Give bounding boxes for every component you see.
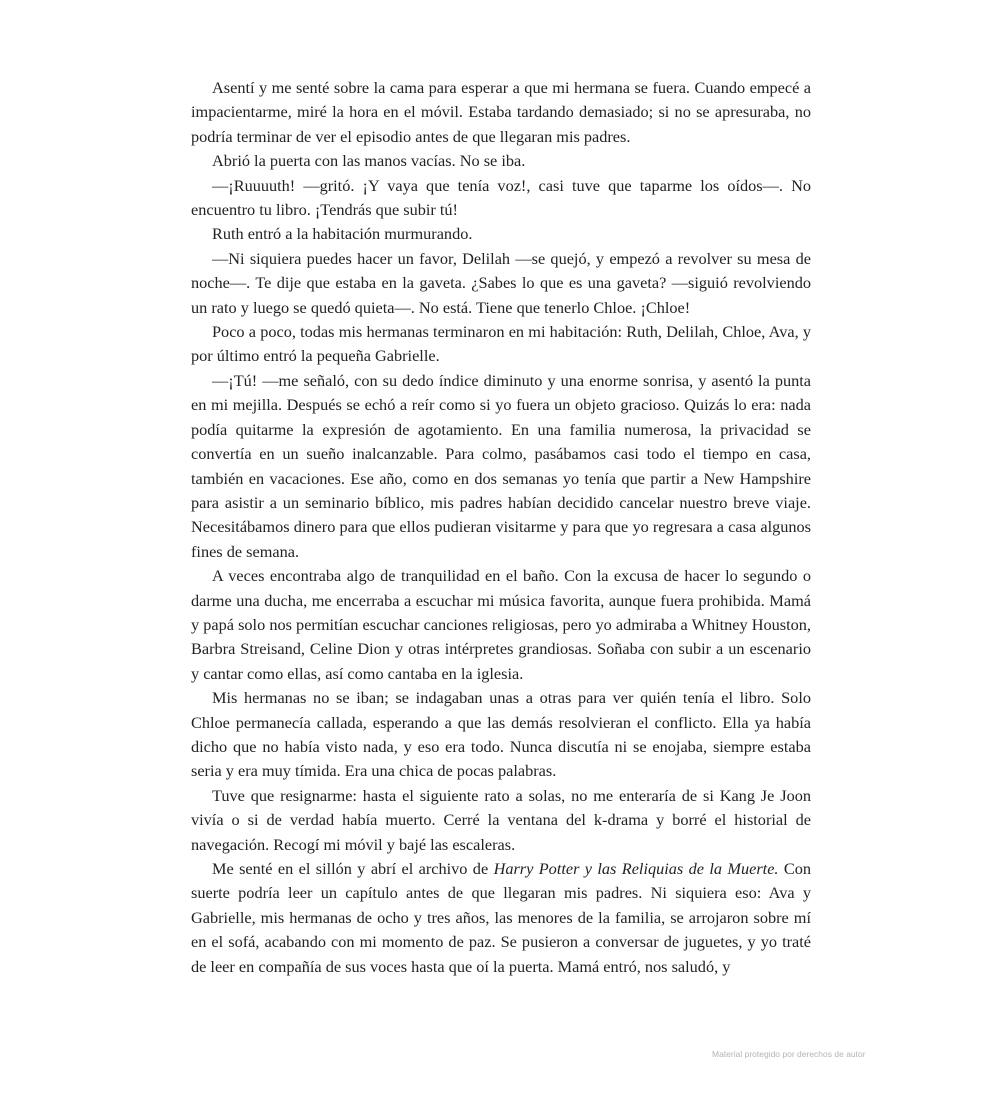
paragraph: Mis hermanas no se iban; se indagaban unas a otras para ver quién tenía el libro. Solo Chloe permanecía callada, esperando a que las demás resolvieran el conflicto. Ella ya había dicho que no había visto nada, y eso era todo. Nunca discutía ni se enojaba, siempre estaba seria y era muy tímida. Era una chica de pocas palabras.: [191, 688, 811, 781]
paragraph: —Ni siquiera puedes hacer un favor, Delilah —se quejó, y empezó a revolver su mesa de noche—. Te dije que estaba en la gaveta. ¿Sabes lo que es una gaveta? —siguió revolviendo un rato y luego se quedó quieta—. No está. Tiene que tenerlo Chloe. ¡Chloe!: [191, 248, 811, 317]
paragraph: Poco a poco, todas mis hermanas terminaron en mi habitación: Ruth, Delilah, Chloe, Ava, y por último entró la pequeña Gabrielle.: [191, 322, 811, 366]
paragraph: Abrió la puerta con las manos vacías. No se iba.: [212, 151, 526, 171]
paragraph: Tuve que resignarme: hasta el siguiente rato a solas, no me enteraría de si Kang Je Joon vivía o si de verdad había muerto. Cerré la ventana del k-drama y borré el historial de navegación. Recogí mi móvil y bajé las escaleras.: [191, 785, 811, 854]
page-body-text: [191, 76, 811, 979]
paragraph: —¡Ruuuuth! —gritó. ¡Y vaya que tenía voz!, casi tuve que taparme los oídos—. No encuentro tu libro. ¡Tendrás que subir tú!: [191, 175, 811, 220]
paragraph-text-before-title: Me senté en el sillón y abrí el archivo de: [212, 859, 494, 878]
paragraph-text-after-title: Con suerte podría leer un capítulo antes de que llegaran mis padres. Ni siquiera eso: Ava y Gabrielle, mis hermanas de ocho y tres años, las menores de la familia, se arrojaron sobre mí en el sofá, acabando con mi momento de paz. Se pusieron a conversar de juguetes, y yo traté de leer en compañía de sus voces hasta que oí la puerta. Mamá entró, nos saludó, y: [191, 859, 812, 976]
copyright-notice: Material protegido por derechos de autor: [712, 1049, 866, 1059]
paragraph: —¡Tú! —me señaló, con su dedo índice diminuto y una enorme sonrisa, y asentó la punta en mi mejilla. Después se echó a reír como si yo fuera un objeto gracioso. Quizás lo era: nada podía quitarme la expresión de agotamiento. En una familia numerosa, la privacidad se convertía en un sueño inalcanzable. Para colmo, pasábamos casi todo el tiempo en casa, también en vacaciones. Ese año, como en dos semanas yo tenía que partir a New Hampshire para asistir a un seminario bíblico, mis padres habían decidido cancelar nuestro breve viaje. Necesitábamos dinero para que ellos pudieran visitarme y para que yo regresara a casa algunos fines de semana.: [191, 370, 811, 561]
paragraph-last: [191, 857, 811, 979]
paragraph: Asentí y me senté sobre la cama para esperar a que mi hermana se fuera. Cuando empecé a impacientarme, miré la hora en el móvil. Estaba tardando demasiado; si no se apresuraba, no podría terminar de ver el episodio antes de que llegaran mis padres.: [191, 78, 811, 146]
paragraph: Ruth entró a la habitación murmurando.: [212, 224, 473, 244]
paragraph: A veces encontraba algo de tranquilidad en el baño. Con la excusa de hacer lo segundo o darme una ducha, me encerraba a escuchar mi música favorita, aunque fuera prohibida. Mamá y papá solo nos permitían escuchar canciones religiosas, pero yo admiraba a Whitney Houston, Barbra Streisand, Celine Dion y otras intérpretes grandiosas. Soñaba con subir a un escenario y cantar como ellas, así como cantaba en la iglesia.: [191, 566, 811, 683]
book-title: Harry Potter y las Reliquias de la Muerte.: [493, 859, 779, 878]
